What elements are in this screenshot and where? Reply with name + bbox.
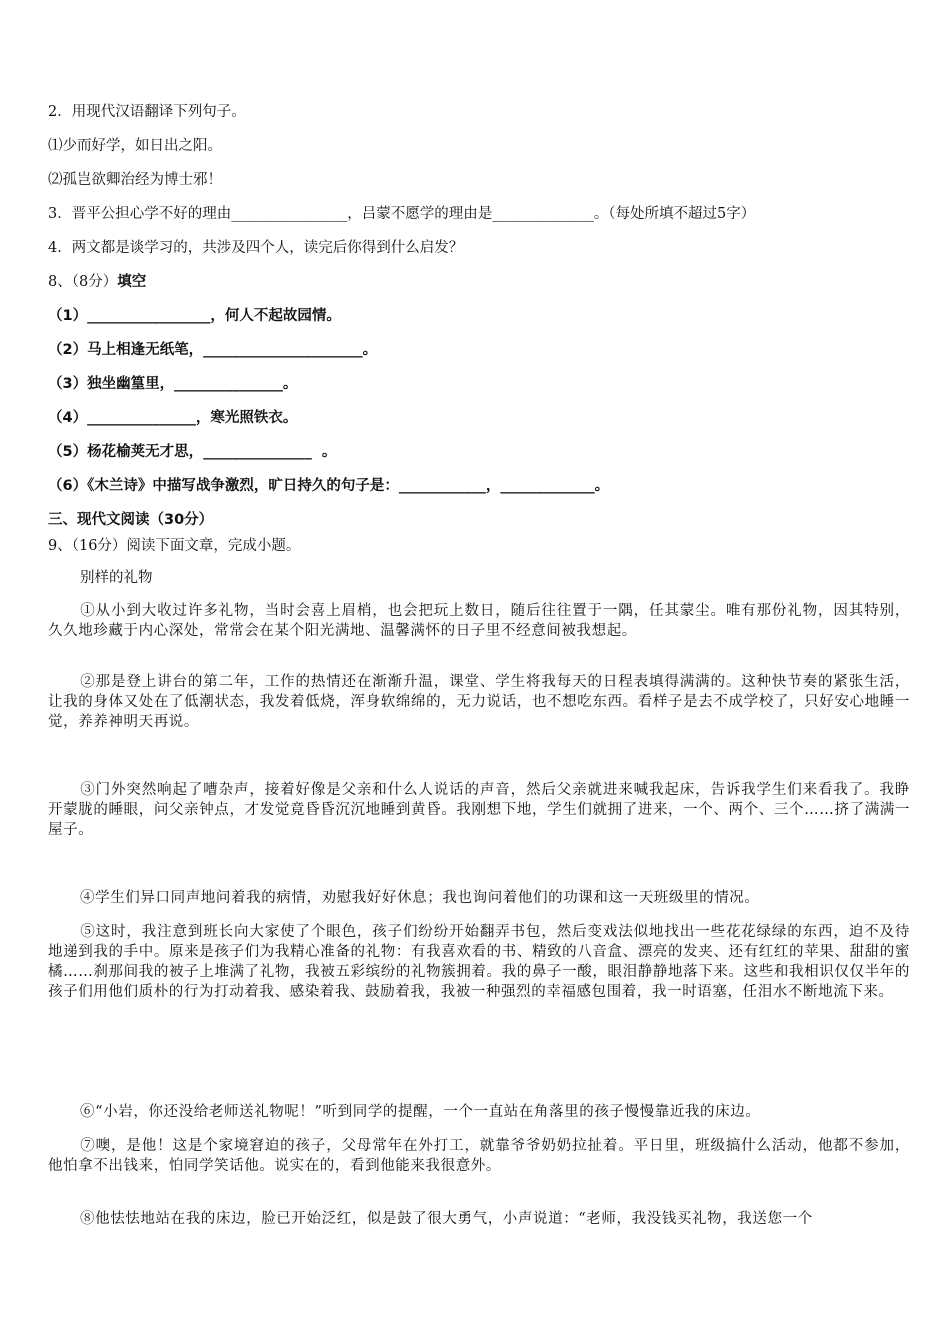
article-paragraph-5 [48,922,910,1002]
fill-blank-1: （1）_________________，何人不起故园情。 [48,308,341,324]
article-title: 别样的礼物 [80,570,153,586]
question-4: 4．两文都是谈学习的，共涉及四个人，读完后你得到什么启发？ [48,240,464,256]
article-paragraph-8 [48,1209,910,1229]
fill-blank-2: （2）马上相逢无纸笔，______________________。 [48,342,378,358]
question-9: 9、（16分）阅读下面文章，完成小题。 [48,538,301,554]
question-8-title: 填空 [117,274,147,290]
fill-blank-4: （4）_______________，寒光照铁衣。 [48,410,298,426]
paragraph-text: ④学生们异口同声地问着我的病情，劝慰我好好休息；我也询问着他们的功课和这一天班级里的情况。 [80,890,760,906]
article-paragraph-1 [48,601,910,641]
question-3: 3．晋平公担心学不好的理由________________，吕蒙不愿学的理由是______________。（每处所填不超过5字） [48,206,756,222]
fill-blank-3: （3）独坐幽篁里，_______________。 [48,376,298,392]
article-paragraph-7 [48,1136,910,1176]
article-paragraph-3 [48,780,910,840]
question-2-item-1: ⑴少而好学，如日出之阳。 [48,138,222,154]
question-8-number: 8、（8分） [48,274,118,290]
article-paragraph-4 [48,888,910,908]
paragraph-text: ⑤这时，我注意到班长向大家使了个眼色，孩子们纷纷开始翻弄书包，然后变戏法似地找出一些花花绿绿的东西，迫不及待地递到我的手中。原来是孩子们为我精心准备的礼物：有我喜欢看的书、精致的八音盒、漂亮的发夹、还有红红的苹果、甜甜的蜜橘……刹那间我的被子上堆满了礼物，我被五彩缤纷的礼物簇拥着。我的鼻子一酸，眼泪静静地落下来。这些和我相识仅仅半年的孩子们用他们质朴的行为打动着我、感染着我、鼓励着我，我被一种强烈的幸福感包围着，我一时语塞，任泪水不断地流下来。 [48,924,910,1000]
question-2: 2．用现代汉语翻译下列句子。 [48,104,246,120]
fill-blank-5: （5）杨花榆荚无才思，_______________ 。 [48,444,337,460]
article-paragraph-2 [48,672,910,732]
fill-blank-6: （6）《木兰诗》中描写战争激烈，旷日持久的句子是：____________，_____________。 [48,478,610,494]
section-3-title: 三、现代文阅读（30分） [48,512,214,528]
article-paragraph-6 [48,1102,910,1122]
question-8-header [48,272,910,292]
question-2-item-2: ⑵孤岂欲卿治经为博士邪！ [48,172,222,188]
paragraph-text: ②那是登上讲台的第二年，工作的热情还在渐渐升温，课堂、学生将我每天的日程表填得满满的。这种快节奏的紧张生活，让我的身体又处在了低潮状态，我发着低烧，浑身软绵绵的，无力说话，也不想吃东西。看样子是去不成学校了，只好安心地睡一觉，养养神明天再说。 [48,674,910,730]
paragraph-text: ⑧他怯怯地站在我的床边，脸已开始泛红，似是鼓了很大勇气，小声说道：“老师，我没钱买礼物，我送您一个 [80,1211,813,1227]
paragraph-text: ⑥“小岩，你还没给老师送礼物呢！”听到同学的提醒，一个一直站在角落里的孩子慢慢靠近我的床边。 [80,1104,761,1120]
paragraph-text: ③门外突然响起了嘈杂声，接着好像是父亲和什么人说话的声音，然后父亲就进来喊我起床，告诉我学生们来看我了。我睁开蒙胧的睡眼，问父亲钟点，才发觉竟昏昏沉沉地睡到黄昏。我刚想下地，学生们就拥了进来，一个、两个、三个……挤了满满一屋子。 [48,782,910,838]
paragraph-text: ①从小到大收过许多礼物，当时会喜上眉梢，也会把玩上数日，随后往往置于一隅，任其蒙尘。唯有那份礼物，因其特别，久久地珍藏于内心深处，常常会在某个阳光满地、温馨满怀的日子里不经意间被我想起。 [48,603,910,639]
paragraph-text: ⑦噢，是他！这是个家境窘迫的孩子，父母常年在外打工，就靠爷爷奶奶拉扯着。平日里，班级搞什么活动，他都不参加，他怕拿不出钱来，怕同学笑话他。说实在的，看到他能来我很意外。 [48,1138,910,1174]
